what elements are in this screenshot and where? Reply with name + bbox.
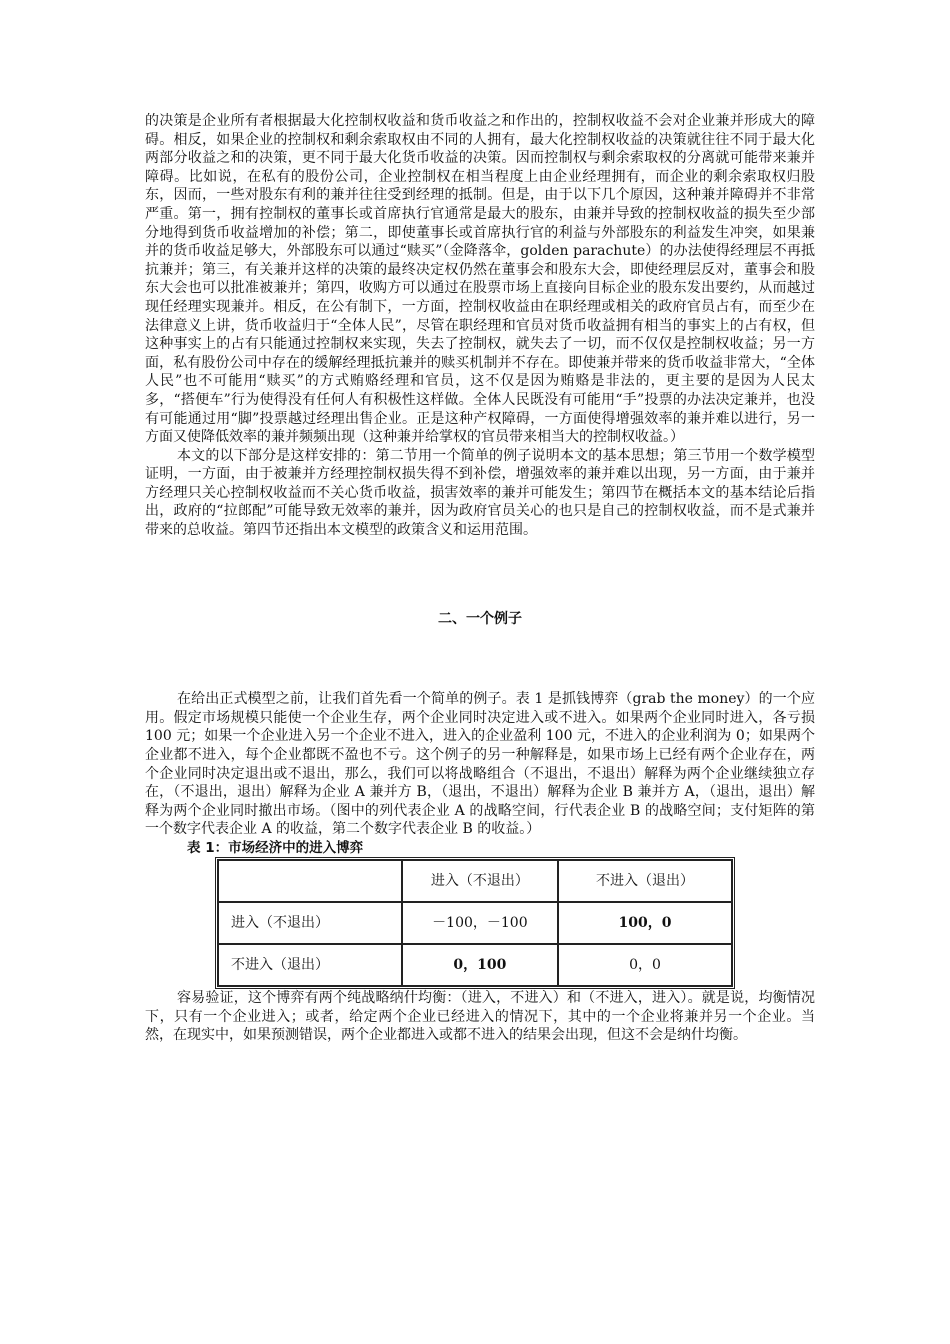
row-label-cell: 不进入（退出） (218, 944, 402, 986)
row-label-cell: 进入（不退出） (218, 902, 402, 944)
payoff-cell: 0，0 (558, 944, 732, 986)
example-paragraph: 在给出正式模型之前，让我们首先看一个简单的例子。表 1 是抓钱博弈（grab the money）的一个应用。假定市场规模只能使一个企业生存，两个企业同时决定进入或不进入。如果两个企业同时进入，各亏损 100 元；如果一个企业进入另一个企业不进入，进入的企业盈利 100 元，不进入的企业利润为 0；如果两个企业都不进入，每个企业都既不盈也不亏。这个例子的另一种解释是，如果市场上已经有两个企业存在，两个企业同时决定退出或不退出，那么，我们可以将战略组合（不退出，不退出）解释为两个企业继续独立存在，（不退出，退出）解释为企业 A 兼并方 B，（退出，不退出）解释为企业 B 兼并方 A，（退出，退出）解释为两个企业同时撤出市场。（图中的列代表企业 A 的战略空间，行代表企业 B 的战略空间；支付矩阵的第一个数字代表企业 A 的收益，第二个数字代表企业 B 的收益。） (145, 691, 815, 838)
table-row (218, 902, 732, 944)
table-header-cell: 进入（不退出） (402, 860, 558, 902)
structure-paragraph: 本文的以下部分是这样安排的：第二节用一个简单的例子说明本文的基本思想；第三节用一个数学模型证明，一方面，由于被兼并方经理控制权损失得不到补偿，增强效率的兼并难以出现，另一方面，由于兼并方经理只关心控制权收益而不关心货币收益，损害效率的兼并可能发生；第四节在概括本文的基本结论后指出，政府的“拉郎配”可能导致无效率的兼并，因为政府官员关心的也只是自己的控制权收益，而不是式兼并带来的总收益。第四节还指出本文模型的政策含义和运用范围。 (145, 447, 815, 539)
payoff-table (215, 857, 735, 989)
payoff-cell: 100，0 (558, 902, 732, 944)
intro-paragraph: 的决策是企业所有者根据最大化控制权收益和货币收益之和作出的，控制权收益不会对企业兼并形成大的障碍。相反，如果企业的控制权和剩余索取权由不同的人拥有，最大化控制权收益的决策就往往不同于最大化两部分收益之和的决策，更不同于最大化货币收益的决策。因而控制权与剩余索取权的分离就可能带来兼并障碍。比如说，在私有的股份公司，企业控制权在相当程度上由企业经理拥有，而企业的剩余索取权归股东，因而，一些对股东有利的兼并往往受到经理的抵制。但是，由于以下几个原因，这种兼并障碍并不非常严重。第一，拥有控制权的董事长或首席执行官通常是最大的股东，由兼并导致的控制权收益的损失至少部分地得到货币收益增加的补偿；第二，即使董事长或首席执行官的利益与外部股东的利益发生冲突，如果兼并的货币收益足够大，外部股东可以通过“赎买”（金降落伞，golden parachute）的办法使得经理层不再抵抗兼并；第三，有关兼并这样的决策的最终决定权仍然在董事会和股东大会，即使经理层反对，董事会和股东大会也可以批准被兼并；第四，收购方可以通过在股票市场上直接向目标企业的股东发出要约，从而越过现任经理实现兼并。相反，在公有制下，一方面，控制权收益由在职经理或相关的政府官员占有，而至少在法律意义上讲，货币收益归于“全体人民”，尽管在职经理和官员对货币收益拥有相当的事实上的占有权，但这种事实上的占有只能通过控制权来实现，失去了控制权，就失去了一切，而不仅仅是控制权收益；另一方面，私有股份公司中存在的缓解经理抵抗兼并的赎买机制并不存在。即使兼并带来的货币收益非常大，“全体人民”也不可能用“赎买”的方式贿赂经理和官员，这不仅是因为贿赂是非法的，更主要的是因为人民太多，“搭便车”行为使得没有任何人有积极性这样做。全体人民既没有可能用“手”投票的办法决定兼并，也没有可能通过用“脚”投票越过经理出售企业。正是这种产权障碍，一方面使得增强效率的兼并难以进行，另一方面又使降低效率的兼并频频出现（这种兼并给掌权的官员带来相当大的控制权收益。） (145, 113, 815, 446)
payoff-cell: 0，100 (402, 944, 558, 986)
table-corner-cell (218, 860, 402, 902)
table-caption: 表 1：市场经济中的进入博弈 (187, 840, 364, 856)
payoff-cell: －100，－100 (402, 902, 558, 944)
table-header-cell: 不进入（退出） (558, 860, 732, 902)
document-page (145, 112, 815, 1045)
section-heading: 二、一个例子 (438, 610, 522, 627)
table-header-row (218, 860, 732, 902)
table-row (218, 944, 732, 986)
equilibrium-paragraph: 容易验证，这个博弈有两个纯战略纳什均衡：（进入，不进入）和（不进入，进入）。就是说，均衡情况下，只有一个企业进入；或者，给定两个企业已经进入的情况下，其中的一个企业将兼并另一个企业。当然，在现实中，如果预测错误，两个企业都进入或都不进入的结果会出现，但这不会是纳什均衡。 (145, 990, 815, 1044)
